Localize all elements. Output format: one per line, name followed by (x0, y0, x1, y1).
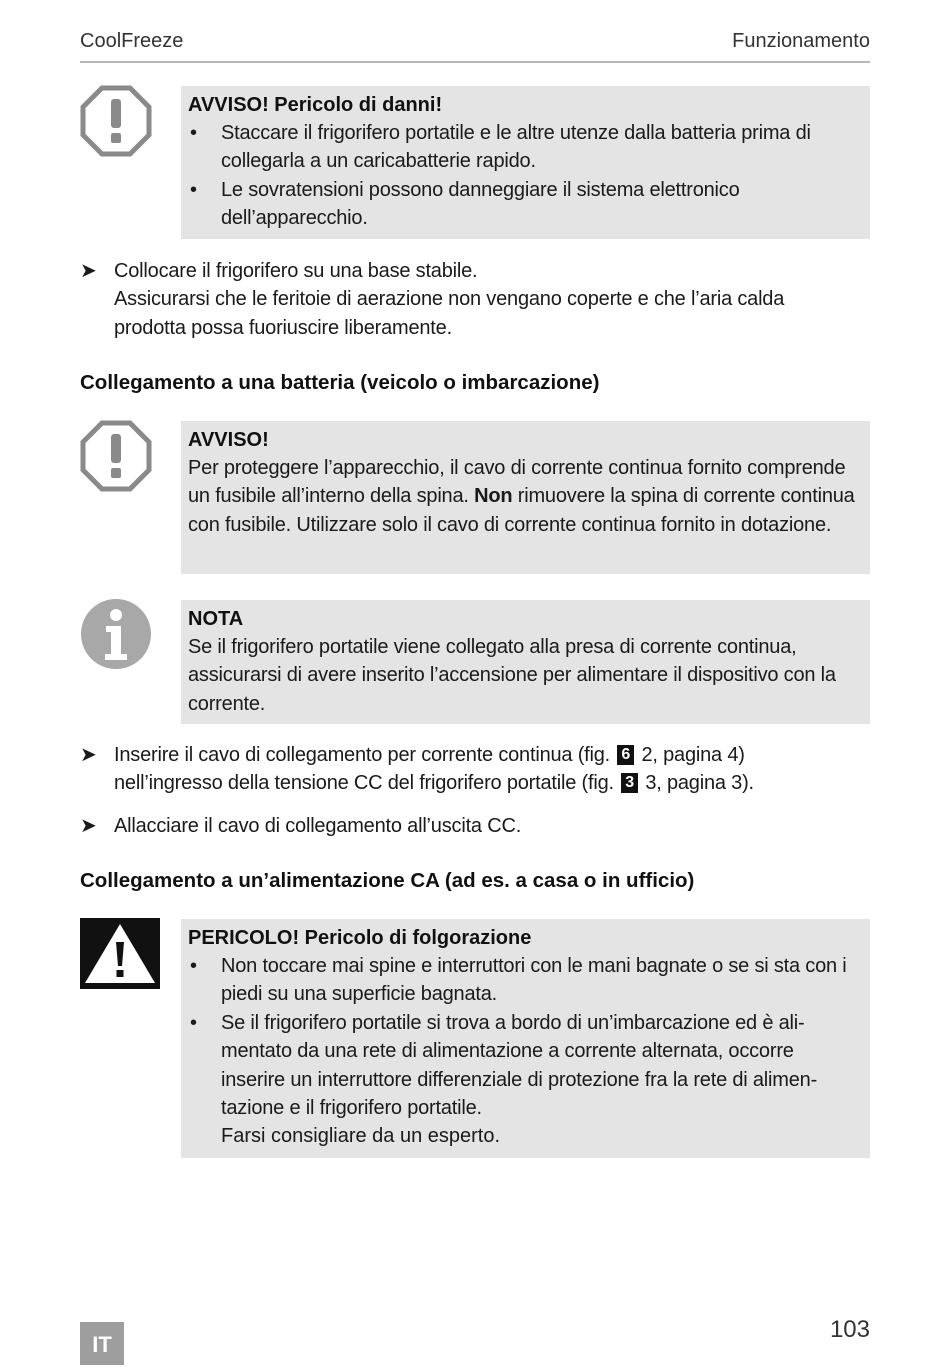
danger-advice: Farsi consigliare da un esperto. (221, 1125, 501, 1148)
step-text: Collocare il frigorifero su una base stabile. (114, 260, 478, 282)
danger-title: PERICOLO! Pericolo di folgorazione (188, 927, 532, 949)
step-text: Allacciare il cavo di collegamento all’uscita CC. (114, 815, 522, 837)
warning-triangle-icon (80, 918, 160, 989)
danger-bullets (188, 952, 862, 1122)
list-item: • Staccare il frigorifero portatile e le altre utenze dalla batteria prima di collegarla a un caricabatterie rapido. (190, 122, 811, 173)
instruction-step (80, 257, 870, 342)
notice-box-damage (181, 86, 870, 239)
note-text: Se il frigorifero portatile viene collegato alla presa di corrente continua, assicurarsi di avere inserito l’accensione per alimentare il dispositivo con la corrente. (188, 636, 836, 715)
note-box (181, 600, 870, 724)
section-heading: Collegamento a un’alimentazione CA (ad es. a casa o in ufficio) (80, 869, 695, 892)
header-product: CoolFreeze (80, 30, 184, 52)
instruction-step (80, 812, 870, 840)
notice-title: AVVISO! (188, 429, 269, 451)
arrow-bullet-icon: ➤ (80, 260, 97, 282)
list-item: • Le sovratensioni possono danneggiare il sistema elettronico dell’apparecchio. (190, 178, 740, 230)
notice-octagon-icon (80, 85, 152, 157)
arrow-bullet-icon: ➤ (80, 815, 97, 837)
notice-bullets (188, 119, 862, 233)
notice-title: AVVISO! Pericolo di danni! (188, 94, 443, 116)
section-heading: Collegamento a una batteria (veicolo o imbarcazione) (80, 371, 600, 394)
note-title: NOTA (188, 608, 244, 630)
page-header (80, 28, 870, 63)
figure-reference: 3 (621, 773, 638, 793)
list-item: • Non toccare mai spine e interruttori con le mani bagnate o se si sta con i piedi su una superficie bagnata. (190, 955, 847, 1006)
step-result-text: Assicurarsi che le feritoie di aerazione non vengano coperte e che l’aria calda prodotta possa fuoriuscire liberamente. (114, 288, 785, 339)
notice-octagon-icon (80, 420, 152, 492)
header-section: Funzionamento (732, 30, 870, 52)
list-item: • Se il frigorifero portatile si trova a bordo di un’imbarcazione ed è alimentato da una rete di alimentazione a corrente alternata, occorre inserire un interruttore differenziale di protezione fra la rete di alimentazione e il frigorifero portatile. (190, 1011, 818, 1120)
instruction-step: ➤ Inserire il cavo di collegamento per corrente continua (fig. 6 2, pagina 4) nell’ingresso della tensione CC del frigorifero portatile (fig. 3 3, pagina 3). (80, 741, 870, 798)
figure-reference: 6 (617, 745, 634, 765)
notice-box-fuse (181, 421, 870, 574)
info-icon (80, 598, 152, 670)
page-number: 103 (829, 1316, 870, 1343)
language-tab: IT (80, 1322, 124, 1365)
danger-box (181, 919, 870, 1158)
arrow-bullet-icon: ➤ (80, 744, 97, 766)
notice-text: Per proteggere l’apparecchio, il cavo di corrente continua fornito comprende un fusibile all’interno della spina. Non rimuovere la spina di corrente continua con fusibile. Utilizzare solo il cavo di corrente continua fornito in dotazione. (188, 457, 855, 536)
